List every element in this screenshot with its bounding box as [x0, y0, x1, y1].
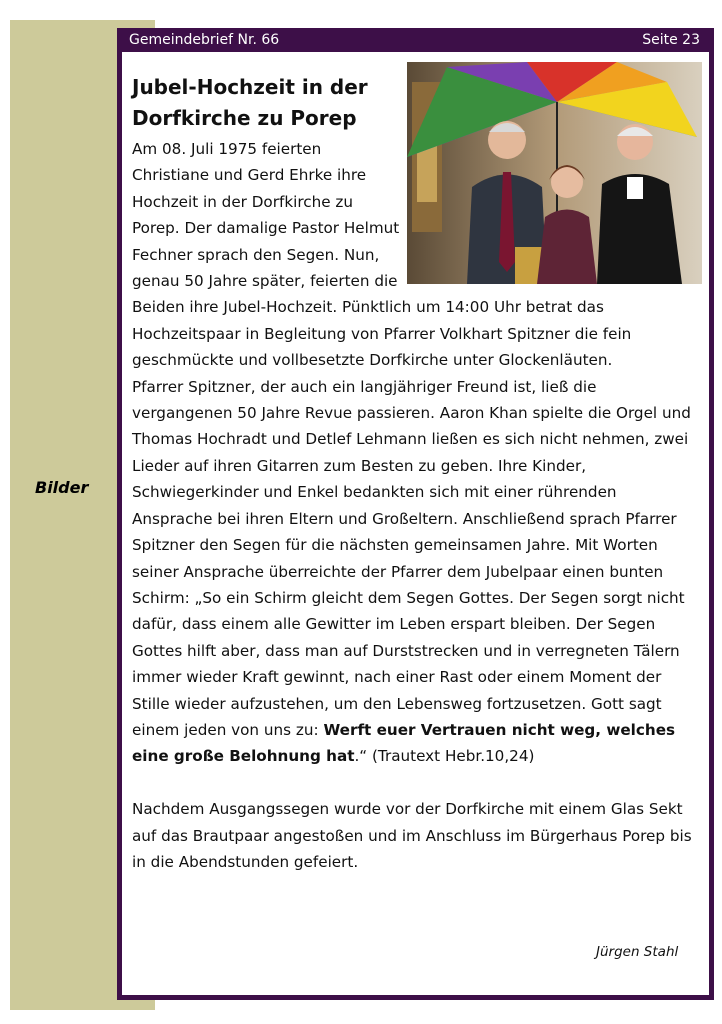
article-author: Jürgen Stahl	[596, 944, 679, 960]
header-page-number: Seite 23	[642, 32, 700, 48]
paragraph-2-text: Pfarrer Spitzner, der auch ein langjähriger Freund ist, ließ die vergangenen 50 Jahre Revue passieren. Aaron Khan spielte die Orgel und Thomas Hochradt und Detlef Lehmann ließen es sich nicht nehmen, zwei Lieder auf ihren Gitarren zum Besten zu geben. Ihre Kinder, Schwiegerkinder und Enkel bedankten sich mit einer rührenden Ansprache bei ihren Eltern und Großeltern. Anschließend sprach Pfarrer Spitzner den Segen für die nächsten gemeinsamen Jahre. Mit Worten seiner Ansprache überreichte der Pfarrer dem Jubelpaar einen bunten Schirm: „So ein Schirm gleicht dem Segen Gottes. Der Segen sorgt nicht dafür, dass einem alle Gewitter im Leben erspart bleiben. Der Segen Gottes hilft aber, dass man auf Durststrecken und in verregneten Tälern immer wieder Kraft gewinnt, nach einer Rast oder einem Moment der Stille wieder aufzustehen, um den Lebensweg fortzusetzen. Gott sagt einem jeden von uns zu:	[132, 377, 691, 739]
article-paragraph-2	[132, 374, 692, 770]
article-paragraph-1: Am 08. Juli 1975 feierten Christiane und Gerd Ehrke ihre Hochzeit in der Dorfkirche zu Porep. Der damalige Pastor Helmut Fechner sprach den Segen. Nun, genau 50 Jahre später, feierten die Beiden ihre Jubel-Hochzeit. Pünktlich um 14:00 Uhr betrat das Hochzeitspaar in Begleitung von Pfarrer Volkhart Spitzner die fein geschmückte und vollbesetzte Dorfkirche unter Glockenläuten.	[132, 140, 632, 370]
article-body	[132, 136, 692, 875]
header-title: Gemeindebrief Nr. 66	[129, 32, 280, 48]
quote-bold: Werft euer Vertrauen nicht weg, welches eine große Belohnung hat	[132, 720, 676, 766]
paragraph-gap	[132, 770, 692, 796]
quote-tail: .“ (Trautext Hebr.10,24)	[354, 747, 535, 766]
sidebar-label: Bilder	[35, 478, 89, 497]
photo-wrap-spacer	[402, 136, 692, 294]
article-title: Jubel-Hochzeit in der Dorfkirche zu Porep	[132, 75, 368, 130]
page-header	[117, 28, 714, 52]
article-paragraph-3: Nachdem Ausgangssegen wurde vor der Dorfkirche mit einem Glas Sekt auf das Brautpaar angestoßen und im Anschluss im Bürgerhaus Porep bis in die Abendstunden gefeiert.	[132, 800, 692, 871]
